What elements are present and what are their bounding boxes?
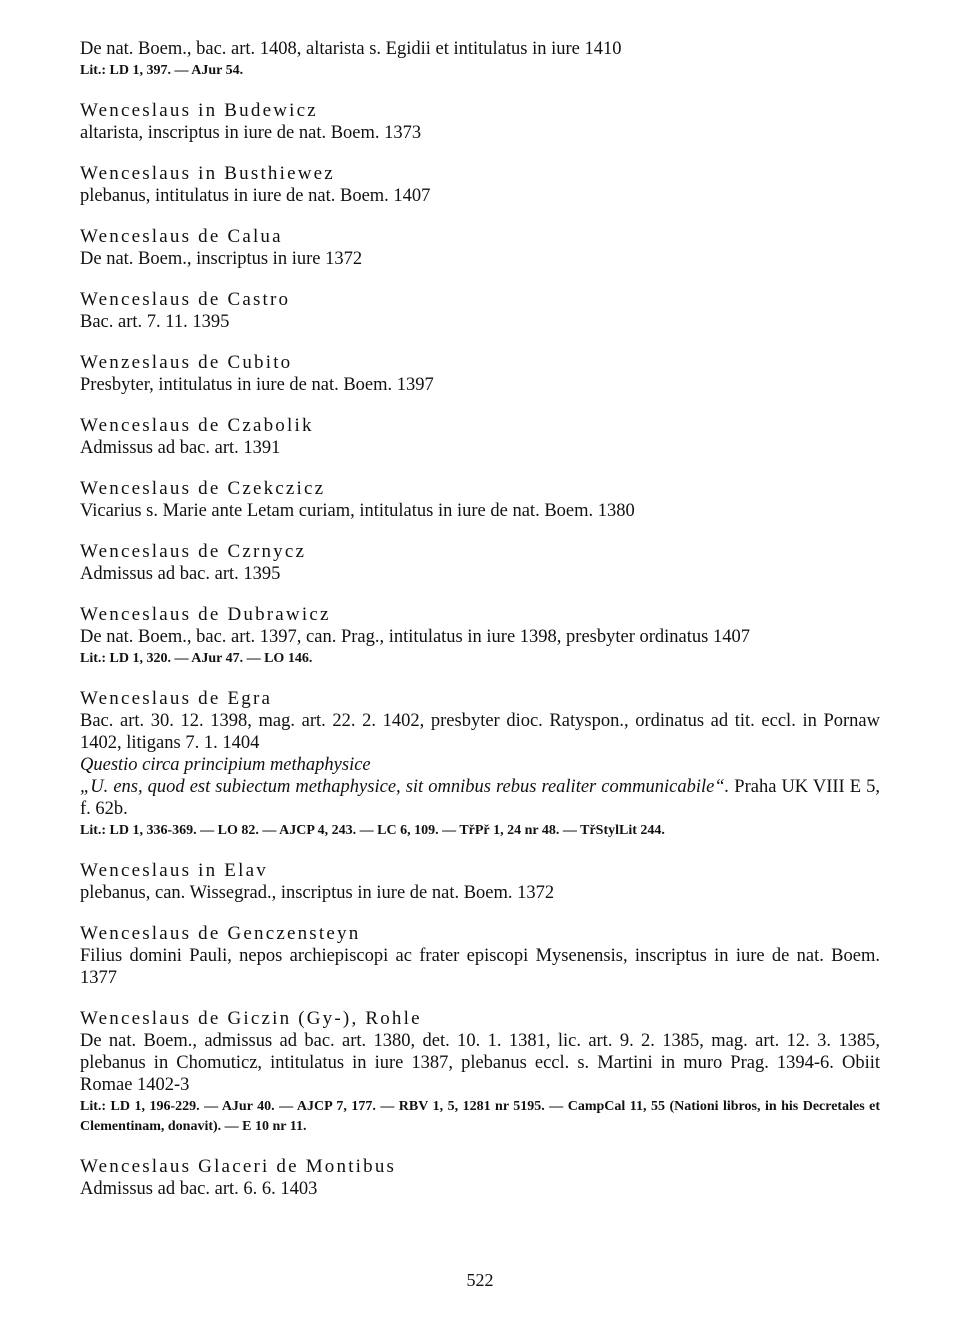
- entry-calua: [80, 226, 880, 270]
- work-incipit: „U. ens, quod est subiectum methaphysice, sit omnibus rebus realiter communicabile“.: [80, 777, 730, 797]
- work-incipit-line: [80, 776, 880, 820]
- work-title: Questio circa principium methaphysice: [80, 755, 371, 775]
- entry-name: Wenceslaus de Dubrawicz: [80, 604, 331, 625]
- literature-line: Lit.: LD 1, 397. — AJur 54.: [80, 63, 244, 78]
- entry-egra: [80, 688, 880, 841]
- entry-text: Admissus ad bac. art. 1391: [80, 438, 281, 458]
- entry-czekczicz: [80, 478, 880, 522]
- literature-line: Lit.: LD 1, 336-369. — LO 82. — AJCP 4, 243. — LC 6, 109. — TřPř 1, 24 nr 48. — TřStylLit 244.: [80, 823, 665, 838]
- entry-text: Filius domini Pauli, nepos archiepiscopi ac frater episcopi Mysenensis, inscriptus in iure de nat. Boem. 1377: [80, 946, 880, 988]
- entry-text: De nat. Boem., admissus ad bac. art. 1380, det. 10. 1. 1381, lic. art. 9. 2. 1385, mag. art. 12. 3. 1385, plebanus in Chomuticz, intitulatus in iure 1387, plebanus eccl. s. Martini in muro Prag. 1394-6. Obiit Romae 1402-3: [80, 1031, 880, 1095]
- entry-name: Wenceslaus de Czabolik: [80, 415, 314, 436]
- entry-name: Wenceslaus de Calua: [80, 226, 283, 247]
- manuscript-location: Praha UK VIII E 5, f. 62b.: [80, 777, 880, 819]
- entry-text: plebanus, intitulatus in iure de nat. Boem. 1407: [80, 186, 431, 206]
- entry-text: Presbyter, intitulatus in iure de nat. Boem. 1397: [80, 375, 434, 395]
- entry-dubrawicz: [80, 604, 880, 669]
- entry-busthiewez: [80, 163, 880, 207]
- entry-name: Wenceslaus de Czekczicz: [80, 478, 326, 499]
- entry-name: Wenzeslaus de Cubito: [80, 352, 293, 373]
- entry-budewicz: [80, 100, 880, 144]
- entry-text: Bac. art. 30. 12. 1398, mag. art. 22. 2. 1402, presbyter dioc. Ratyspon., ordinatus ad tit. eccl. in Pornaw 1402, litigans 7. 1. 1404: [80, 711, 880, 753]
- entry-name: Wenceslaus de Czrnycz: [80, 541, 307, 562]
- entry-name: Wenceslaus in Budewicz: [80, 100, 318, 121]
- entry-genczensteyn: [80, 923, 880, 989]
- entry-elav: [80, 860, 880, 904]
- entry-text: Admissus ad bac. art. 6. 6. 1403: [80, 1179, 318, 1199]
- entry-cubito: [80, 352, 880, 396]
- entry-name: Wenceslaus de Egra: [80, 688, 273, 709]
- entry-czrnycz: [80, 541, 880, 585]
- entry-text: De nat. Boem., bac. art. 1408, altarista s. Egidii et intitulatus in iure 1410: [80, 39, 622, 59]
- entry-text: Vicarius s. Marie ante Letam curiam, intitulatus in iure de nat. Boem. 1380: [80, 501, 635, 521]
- entry-text: De nat. Boem., inscriptus in iure 1372: [80, 249, 363, 269]
- literature-line: Lit.: LD 1, 320. — AJur 47. — LO 146.: [80, 651, 313, 666]
- entry-name: Wenceslaus in Busthiewez: [80, 163, 335, 184]
- page-body: [80, 38, 880, 1219]
- entry-name: Wenceslaus Glaceri de Montibus: [80, 1156, 397, 1177]
- page-number: 522: [466, 1270, 494, 1290]
- entry-name: Wenceslaus de Giczin (Gy-), Rohle: [80, 1008, 422, 1029]
- entry-text: Bac. art. 7. 11. 1395: [80, 312, 230, 332]
- entry-text: plebanus, can. Wissegrad., inscriptus in iure de nat. Boem. 1372: [80, 883, 555, 903]
- literature-line: Lit.: LD 1, 196-229. — AJur 40. — AJCP 7, 177. — RBV 1, 5, 1281 nr 5195. — CampCal 11, 55 (Nationi libros, in his Decretales et Clementinam, donavit). — E 10 nr 11.: [80, 1099, 880, 1134]
- entry-castro: [80, 289, 880, 333]
- entry-name: Wenceslaus de Genczensteyn: [80, 923, 361, 944]
- entry-name: Wenceslaus in Elav: [80, 860, 268, 881]
- entry-name: Wenceslaus de Castro: [80, 289, 291, 310]
- entry-giczin: [80, 1008, 880, 1137]
- entry-top-continuation: [80, 38, 880, 81]
- entry-glaceri: [80, 1156, 880, 1200]
- entry-text: De nat. Boem., bac. art. 1397, can. Prag., intitulatus in iure 1398, presbyter ordinatus 1407: [80, 627, 750, 647]
- entry-text: Admissus ad bac. art. 1395: [80, 564, 281, 584]
- entry-text: altarista, inscriptus in iure de nat. Boem. 1373: [80, 123, 422, 143]
- entry-czabolik: [80, 415, 880, 459]
